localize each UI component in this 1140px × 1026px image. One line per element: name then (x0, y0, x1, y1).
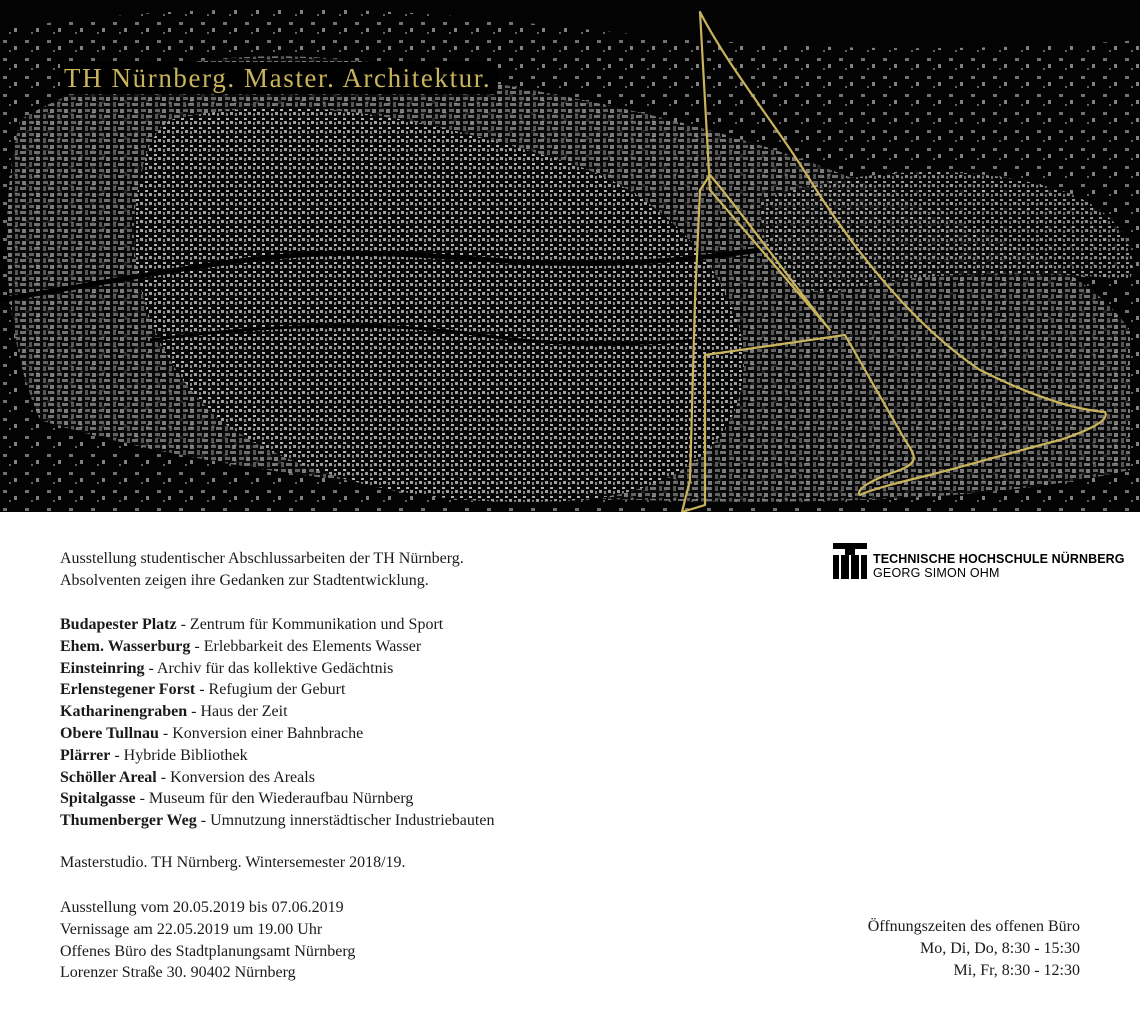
project-site: Schöller Areal (60, 768, 157, 786)
intro-text (60, 548, 464, 591)
project-site: Obere Tullnau (60, 724, 159, 742)
exhibition-info (60, 897, 355, 984)
list-item (60, 636, 494, 658)
list-item (60, 810, 494, 832)
project-title: - Konversion einer Bahnbrache (158, 724, 364, 742)
opening-hours-line-1: Mo, Di, Do, 8:30 - 15:30 (920, 939, 1080, 957)
intro-line-2: Absolventen zeigen ihre Gedanken zur Stadtentwicklung. (60, 571, 429, 589)
list-item (60, 701, 494, 723)
project-site: Thumenberger Weg (60, 812, 197, 830)
project-title: - Konversion des Areals (156, 768, 315, 786)
project-title: - Zentrum für Kommunikation und Sport (176, 616, 444, 633)
venue: Offenes Büro des Stadtplanungsamt Nürnberg (60, 942, 356, 960)
logo-text-line-1: TECHNISCHE HOCHSCHULE NÜRNBERG (873, 552, 1125, 566)
opening-hours-line-2: Mi, Fr, 8:30 - 12:30 (953, 961, 1080, 979)
list-item (60, 745, 494, 767)
list-item (60, 767, 494, 789)
project-site: Einsteinring (60, 659, 145, 677)
exhibition-dates: Ausstellung vom 20.05.2019 bis 07.06.2019 (60, 899, 344, 916)
project-title: - Museum für den Wiederaufbau Nürnberg (135, 790, 414, 808)
project-site: Erlenstegener Forst (60, 681, 196, 699)
list-item (60, 614, 494, 636)
address: Lorenzer Straße 30. 90402 Nürnberg (60, 964, 296, 982)
list-item (60, 788, 494, 810)
list-item (60, 723, 494, 745)
opening-hours-heading: Öffnungszeiten des offenen Büro (867, 918, 1080, 935)
studio-line: Masterstudio. TH Nürnberg. Wintersemester 2018/19. (60, 854, 406, 871)
th-logo-icon (833, 543, 867, 579)
project-title: - Erlebbarkeit des Elements Wasser (190, 637, 422, 655)
vernissage-date: Vernissage am 22.05.2019 um 19.00 Uhr (60, 920, 323, 938)
project-site: Plärrer (60, 746, 111, 764)
project-site: Katharinengraben (60, 703, 188, 721)
project-site: Ehem. Wasserburg (60, 637, 191, 655)
list-item (60, 679, 494, 701)
logo-text-line-2: GEORG SIMON OHM (873, 566, 1000, 580)
project-title: - Hybride Bibliothek (110, 746, 248, 764)
project-title: - Umnutzung innerstädtischer Industriebauten (196, 812, 495, 830)
project-title: - Refugium der Geburt (195, 681, 346, 699)
intro-line-1: Ausstellung studentischer Abschlussarbeiten der TH Nürnberg. (60, 550, 464, 567)
list-item (60, 658, 494, 680)
project-title: - Haus der Zeit (187, 703, 288, 721)
hero-banner (0, 0, 1140, 512)
th-logo (833, 543, 1125, 580)
project-title: - Archiv für das kollektive Gedächtnis (144, 659, 394, 677)
project-site: Spitalgasse (60, 790, 136, 808)
project-list (60, 614, 494, 832)
opening-hours (868, 916, 1080, 981)
hero-title: TH Nürnberg. Master. Architektur. (60, 62, 497, 94)
project-site: Budapester Platz (60, 616, 177, 633)
